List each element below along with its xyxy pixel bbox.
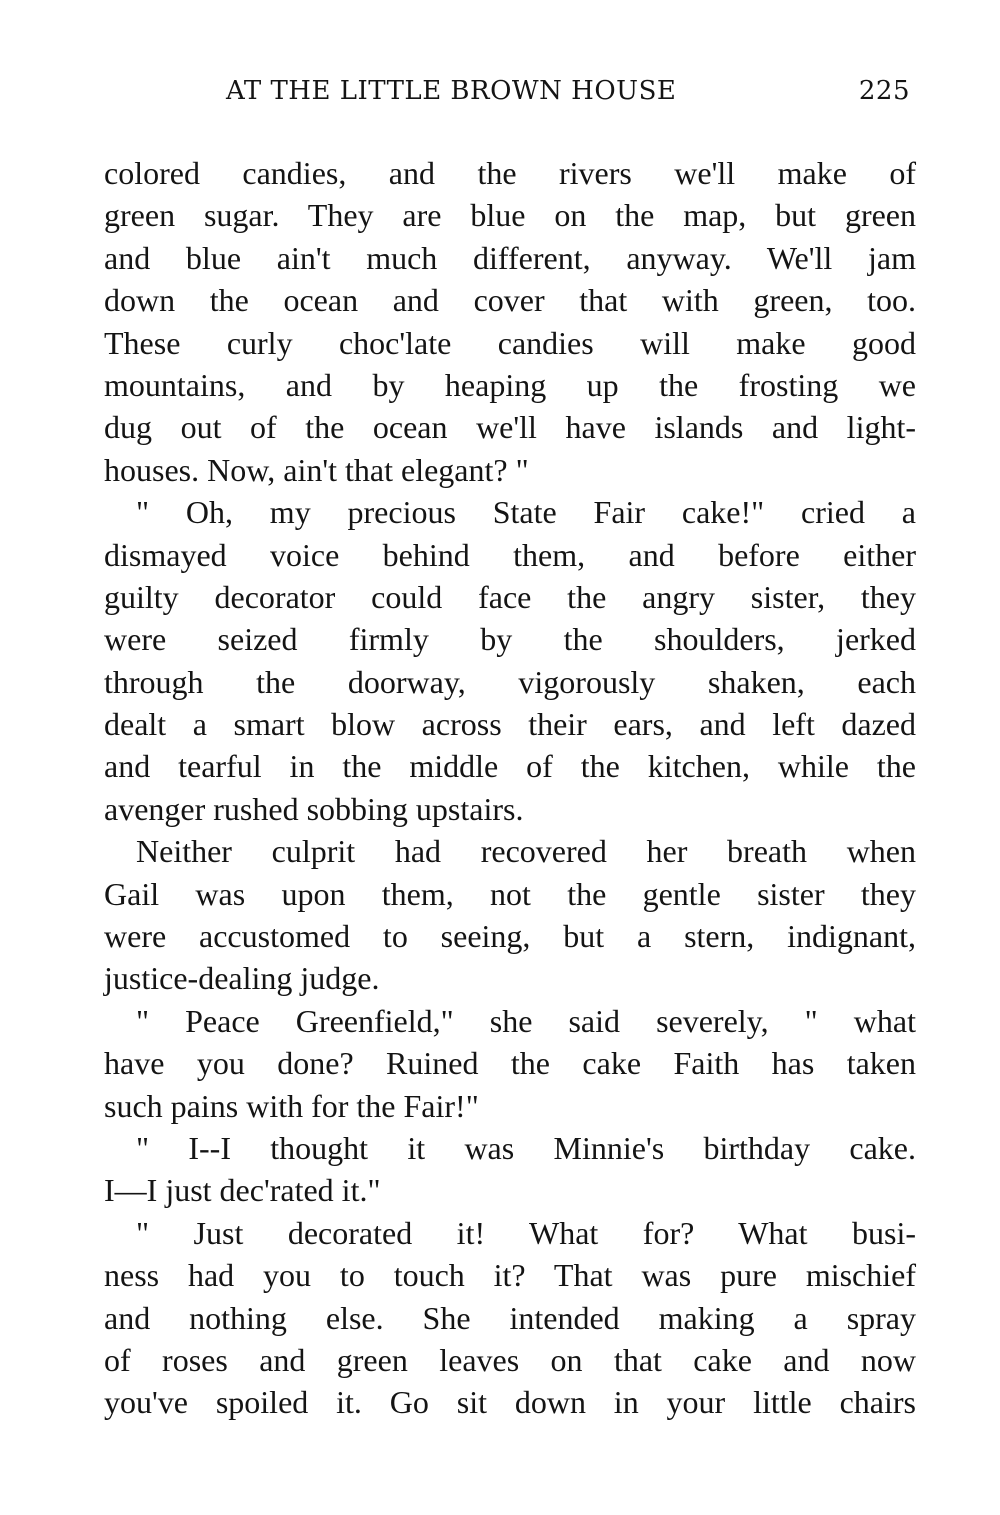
text-line: These curly choc'late candies will make good	[104, 324, 916, 361]
text-line: of roses and green leaves on that cake and now	[104, 1341, 916, 1378]
text-line: down the ocean and cover that with green, too.	[104, 282, 916, 319]
body-text	[104, 152, 916, 1424]
text-line: you've spoiled it. Go sit down in your little chairs	[104, 1384, 916, 1421]
paragraph	[104, 491, 916, 830]
text-line: through the doorway, vigorously shaken, each	[104, 663, 916, 700]
text-line: Gail was upon them, not the gentle sister they	[104, 875, 916, 912]
paragraph	[104, 152, 916, 491]
running-head	[104, 76, 912, 116]
page-number: 225	[858, 76, 910, 106]
paragraph	[104, 830, 916, 1000]
text-line: and nothing else. She intended making a spray	[104, 1299, 916, 1336]
text-line: houses. Now, ain't that elegant? "	[104, 451, 529, 488]
paragraph	[104, 1000, 916, 1127]
text-line: " I--I thought it was Minnie's birthday cake.	[136, 1129, 916, 1166]
paragraph	[104, 1127, 916, 1212]
text-line: were accustomed to seeing, but a stern, indignant,	[104, 918, 916, 955]
text-line: justice-dealing judge.	[104, 960, 380, 997]
running-title: AT THE LITTLE BROWN HOUSE	[226, 76, 677, 106]
text-line: have you done? Ruined the cake Faith has taken	[104, 1045, 916, 1082]
text-line: dug out of the ocean we'll have islands and light-	[104, 409, 916, 446]
text-line: colored candies, and the rivers we'll make of	[104, 155, 916, 191]
text-line: dismayed voice behind them, and before either	[104, 536, 916, 573]
text-line: mountains, and by heaping up the frosting we	[104, 366, 916, 403]
text-line: ness had you to touch it? That was pure mischief	[104, 1257, 916, 1294]
text-line: and blue ain't much different, anyway. We'll jam	[104, 239, 916, 276]
text-line: " Peace Greenfield," she said severely, " what	[136, 1002, 916, 1039]
text-line: green sugar. They are blue on the map, but green	[104, 197, 916, 234]
paragraph	[104, 1212, 916, 1424]
text-line: guilty decorator could face the angry sister, they	[104, 578, 916, 615]
text-line: such pains with for the Fair!"	[104, 1087, 479, 1124]
text-line: were seized firmly by the shoulders, jerked	[104, 621, 916, 658]
text-line: dealt a smart blow across their ears, and left dazed	[104, 706, 916, 743]
text-line: " Just decorated it! What for? What busi-	[136, 1214, 916, 1251]
text-line: I—I just dec'rated it."	[104, 1172, 381, 1209]
text-line: and tearful in the middle of the kitchen, while the	[104, 748, 916, 785]
text-line: Neither culprit had recovered her breath when	[136, 833, 916, 870]
text-line: " Oh, my precious State Fair cake!" cried a	[136, 494, 916, 531]
text-line: avenger rushed sobbing upstairs.	[104, 790, 524, 827]
